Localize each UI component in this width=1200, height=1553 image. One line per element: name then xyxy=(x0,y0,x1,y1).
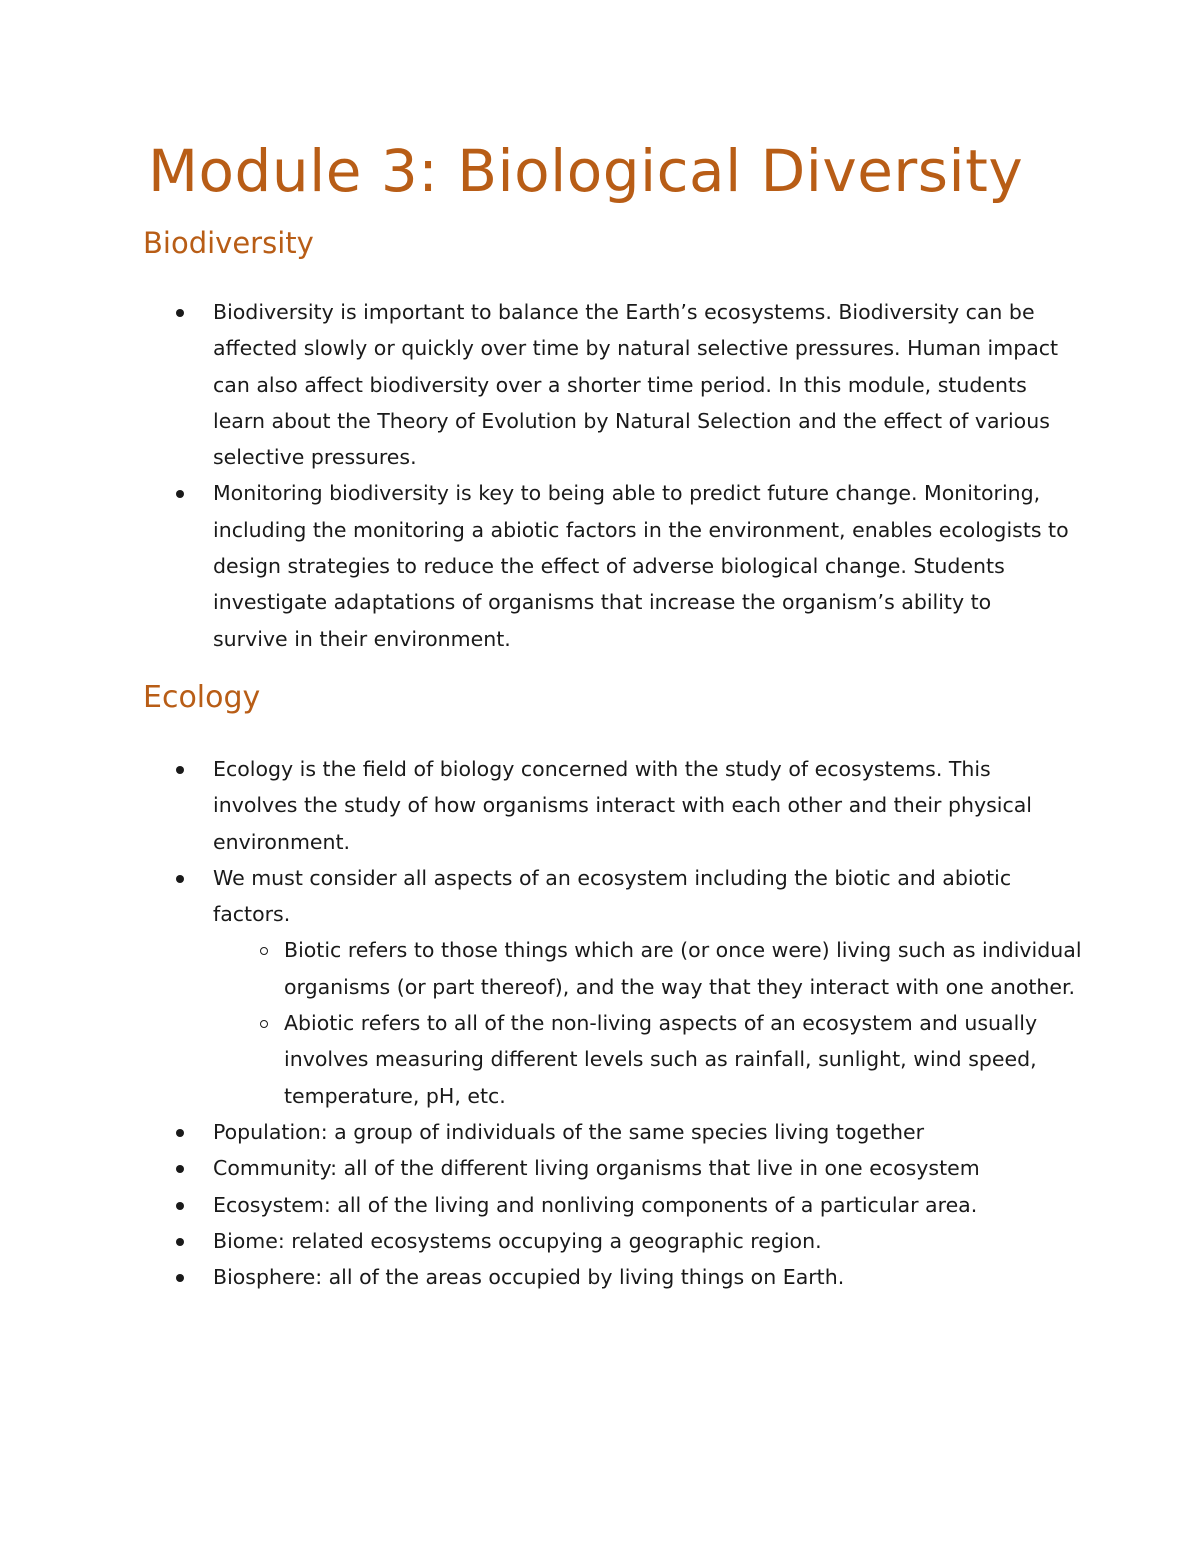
sub-list-item-text: Biotic refers to those things which are (or once were) living such as individual organisms (or part thereof), and the way that they interact with one another. xyxy=(284,938,1082,999)
list-item xyxy=(170,1223,1070,1259)
heading-ecology: Ecology xyxy=(143,680,261,715)
bullet-icon xyxy=(176,309,184,317)
list-item-text: Biodiversity is important to balance the Earth’s ecosystems. Biodiversity can be affected slowly or quickly over time by natural selective pressures. Human impact can also affect biodiversity over a shorter time period. In this module, students learn about the Theory of Evolution by Natural Selection and the effect of various selective pressures. xyxy=(213,300,1059,470)
sub-list-item xyxy=(255,932,1104,1005)
list-item-text: Monitoring biodiversity is key to being able to predict future change. Monitoring, including the monitoring a abiotic factors in the environment, enables ecologists to design strategies to reduce the effect of adverse biological change. Students investigate adaptations of organisms that increase the organism’s ability to survive in their environment. xyxy=(213,481,1069,651)
list-item xyxy=(170,1150,1070,1186)
bullet-icon xyxy=(176,1202,184,1210)
list-item xyxy=(170,294,1070,475)
list-item-text: Ecosystem: all of the living and nonliving components of a particular area. xyxy=(213,1192,978,1217)
list-item-text: Community: all of the different living organisms that live in one ecosystem xyxy=(213,1156,980,1181)
bullet-icon xyxy=(176,1129,184,1137)
sub-list-item-text: Abiotic refers to all of the non-living aspects of an ecosystem and usually involves measuring different levels such as rainfall, sunlight, wind speed, temperature, pH, etc. xyxy=(284,1011,1038,1108)
page-title: Module 3: Biological Diversity xyxy=(148,137,1024,205)
hollow-bullet-icon xyxy=(260,947,268,955)
bullet-icon xyxy=(176,1238,184,1246)
list-item-text: Biosphere: all of the areas occupied by living things on Earth. xyxy=(213,1265,845,1290)
list-item-text: Population: a group of individuals of the same species living together xyxy=(213,1119,925,1144)
factors-sublist xyxy=(213,932,1082,1113)
list-item xyxy=(170,1187,1070,1223)
bullet-icon xyxy=(176,766,184,774)
list-item xyxy=(170,751,1070,860)
bullet-icon xyxy=(176,875,184,883)
bullet-icon xyxy=(176,1274,184,1282)
list-item xyxy=(170,860,1082,1114)
list-item-text: Ecology is the field of biology concerned with the study of ecosystems. This involves the study of how organisms interact with each other and their physical environment. xyxy=(213,757,1032,854)
list-item xyxy=(170,1259,1070,1295)
bullet-icon xyxy=(176,490,184,498)
hollow-bullet-icon xyxy=(260,1020,268,1028)
sub-list-item xyxy=(255,1005,1104,1114)
list-item-text: Biome: related ecosystems occupying a geographic region. xyxy=(213,1228,822,1253)
heading-biodiversity: Biodiversity xyxy=(143,226,314,260)
list-item xyxy=(170,1114,1070,1150)
ecology-list xyxy=(170,751,1082,1295)
bullet-icon xyxy=(176,1165,184,1173)
list-item-text: We must consider all aspects of an ecosystem including the biotic and abiotic factors. xyxy=(213,865,1012,927)
list-item xyxy=(170,475,1070,656)
biodiversity-list xyxy=(170,294,1070,657)
